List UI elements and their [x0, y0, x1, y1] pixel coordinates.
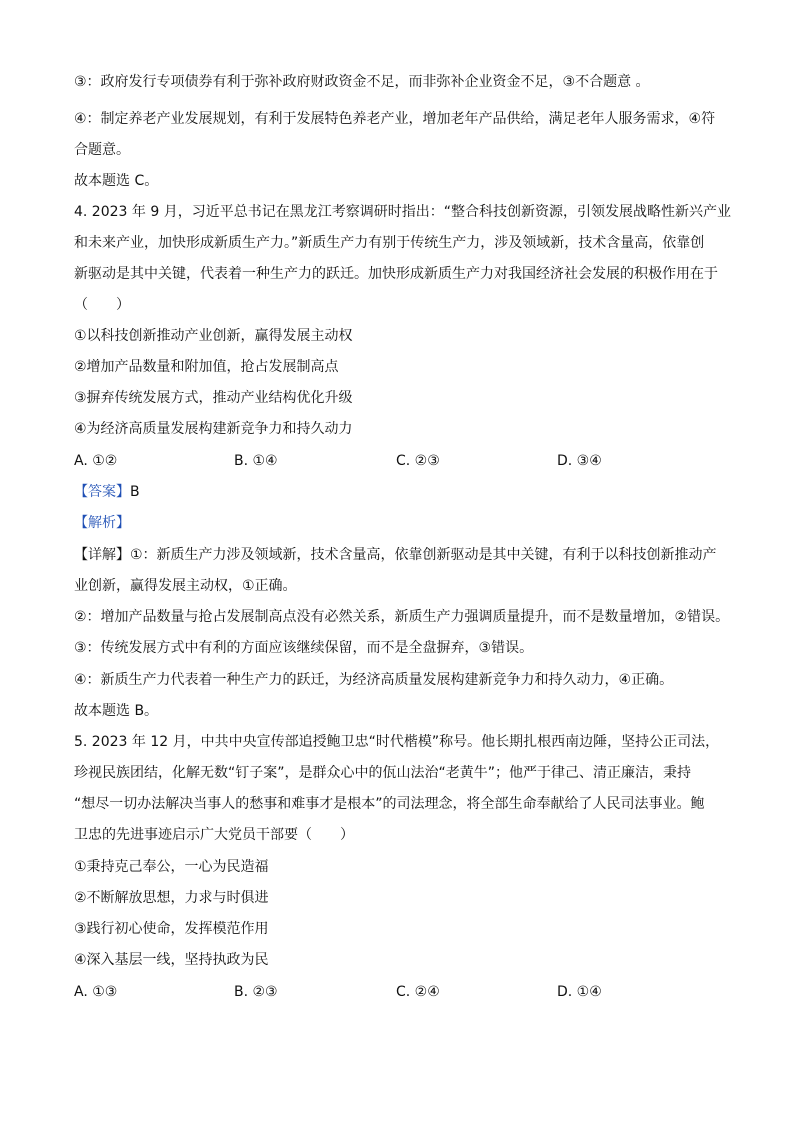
q4-item-3: ③摒弃传统发展方式，推动产业结构优化升级	[74, 390, 353, 406]
q4-detail-point-2: ②：增加产品数量与抢占发展制高点没有必然关系，新质生产力强调质量提升，而不是数量增加，②错误。	[74, 609, 730, 625]
q4-option-c: C. ②③	[396, 453, 440, 469]
q4-item-1: ①以科技创新推动产业创新，赢得发展主动权	[74, 328, 353, 344]
q4-answer-paren: （ ）	[74, 297, 130, 313]
q4-item-4: ④为经济高质量发展构建新竞争力和持久动力	[74, 421, 353, 437]
q4-stem-line2: 和未来产业，加快形成新质生产力。”新质生产力有别于传统生产力，涉及领域新，技术含量高，依靠创	[74, 235, 705, 251]
q5-item-3: ③践行初心使命，发挥模范作用	[74, 921, 269, 937]
q4-option-b: B. ①④	[234, 453, 278, 469]
q4-detail-line2: 业创新，赢得发展主动权，①正确。	[74, 578, 297, 594]
q4-conclusion: 故本题选 B。	[74, 703, 159, 719]
q4-item-2: ②增加产品数量和附加值，抢占发展制高点	[74, 359, 339, 375]
q5-option-a: A. ①③	[74, 984, 118, 1000]
q4-detail-point-3: ③：传统发展方式中有利的方面应该继续保留，而不是全盘摒弃，③错误。	[74, 640, 534, 656]
q4-analysis-tag	[74, 514, 130, 532]
q5-item-2: ②不断解放思想，力求与时俱进	[74, 890, 269, 906]
q4-option-a: A. ①②	[74, 453, 118, 469]
q4-detail-line1	[74, 546, 717, 564]
q4-stem-line1: 4. 2023 年 9 月，习近平总书记在黑龙江考察调研时指出：“整合科技创新资源，引领发展战略性新兴产业	[74, 204, 731, 220]
detail-tag: 【详解】	[74, 547, 130, 563]
q5-stem-line1: 5. 2023 年 12 月，中共中央宣传部追授鲍卫忠“时代楷模”称号。他长期扎根西南边陲，坚持公正司法，	[74, 734, 720, 750]
q4-answer	[74, 483, 140, 501]
q5-option-b: B. ②③	[234, 984, 278, 1000]
carryover-point-4-line2: 合题意。	[74, 142, 130, 158]
q5-option-d: D. ①④	[557, 984, 602, 1000]
carryover-point-3: ③：政府发行专项债券有利于弥补政府财政资金不足，而非弥补企业资金不足，③不合题意 。	[74, 74, 650, 90]
detail-text: ①：新质生产力涉及领域新，技术含量高，依靠创新驱动是其中关键，有利于以科技创新推动产	[130, 547, 717, 563]
answer-tag: 【答案】	[74, 484, 130, 500]
carryover-conclusion: 故本题选 C。	[74, 173, 159, 189]
q5-stem-line3: “想尽一切办法解决当事人的愁事和难事才是根本”的司法理念，将全部生命奉献给了人民司法事业。鲍	[74, 796, 705, 812]
answer-value: B	[130, 484, 140, 500]
q5-stem-line2: 珍视民族团结，化解无数“钉子案”，是群众心中的佤山法治“老黄牛”；他严于律己、清正廉洁，秉持	[74, 765, 692, 781]
q4-option-d: D. ③④	[557, 453, 602, 469]
q4-stem-line3: 新驱动是其中关键，代表着一种生产力的跃迁。加快形成新质生产力对我国经济社会发展的积极作用在于	[74, 266, 718, 282]
q5-option-c: C. ②④	[396, 984, 440, 1000]
carryover-point-4-line1: ④：制定养老产业发展规划，有利于发展特色养老产业，增加老年产品供给，满足老年人服务需求，④符	[74, 111, 716, 127]
q4-detail-point-4: ④：新质生产力代表着一种生产力的跃迁，为经济高质量发展构建新竞争力和持久动力，④正确。	[74, 672, 674, 688]
q5-item-1: ①秉持克己奉公，一心为民造福	[74, 859, 269, 875]
q5-stem-line4: 卫忠的先进事迹启示广大党员干部要（ ）	[74, 827, 354, 843]
analysis-tag: 【解析】	[74, 515, 130, 531]
q5-item-4: ④深入基层一线，坚持执政为民	[74, 952, 269, 968]
